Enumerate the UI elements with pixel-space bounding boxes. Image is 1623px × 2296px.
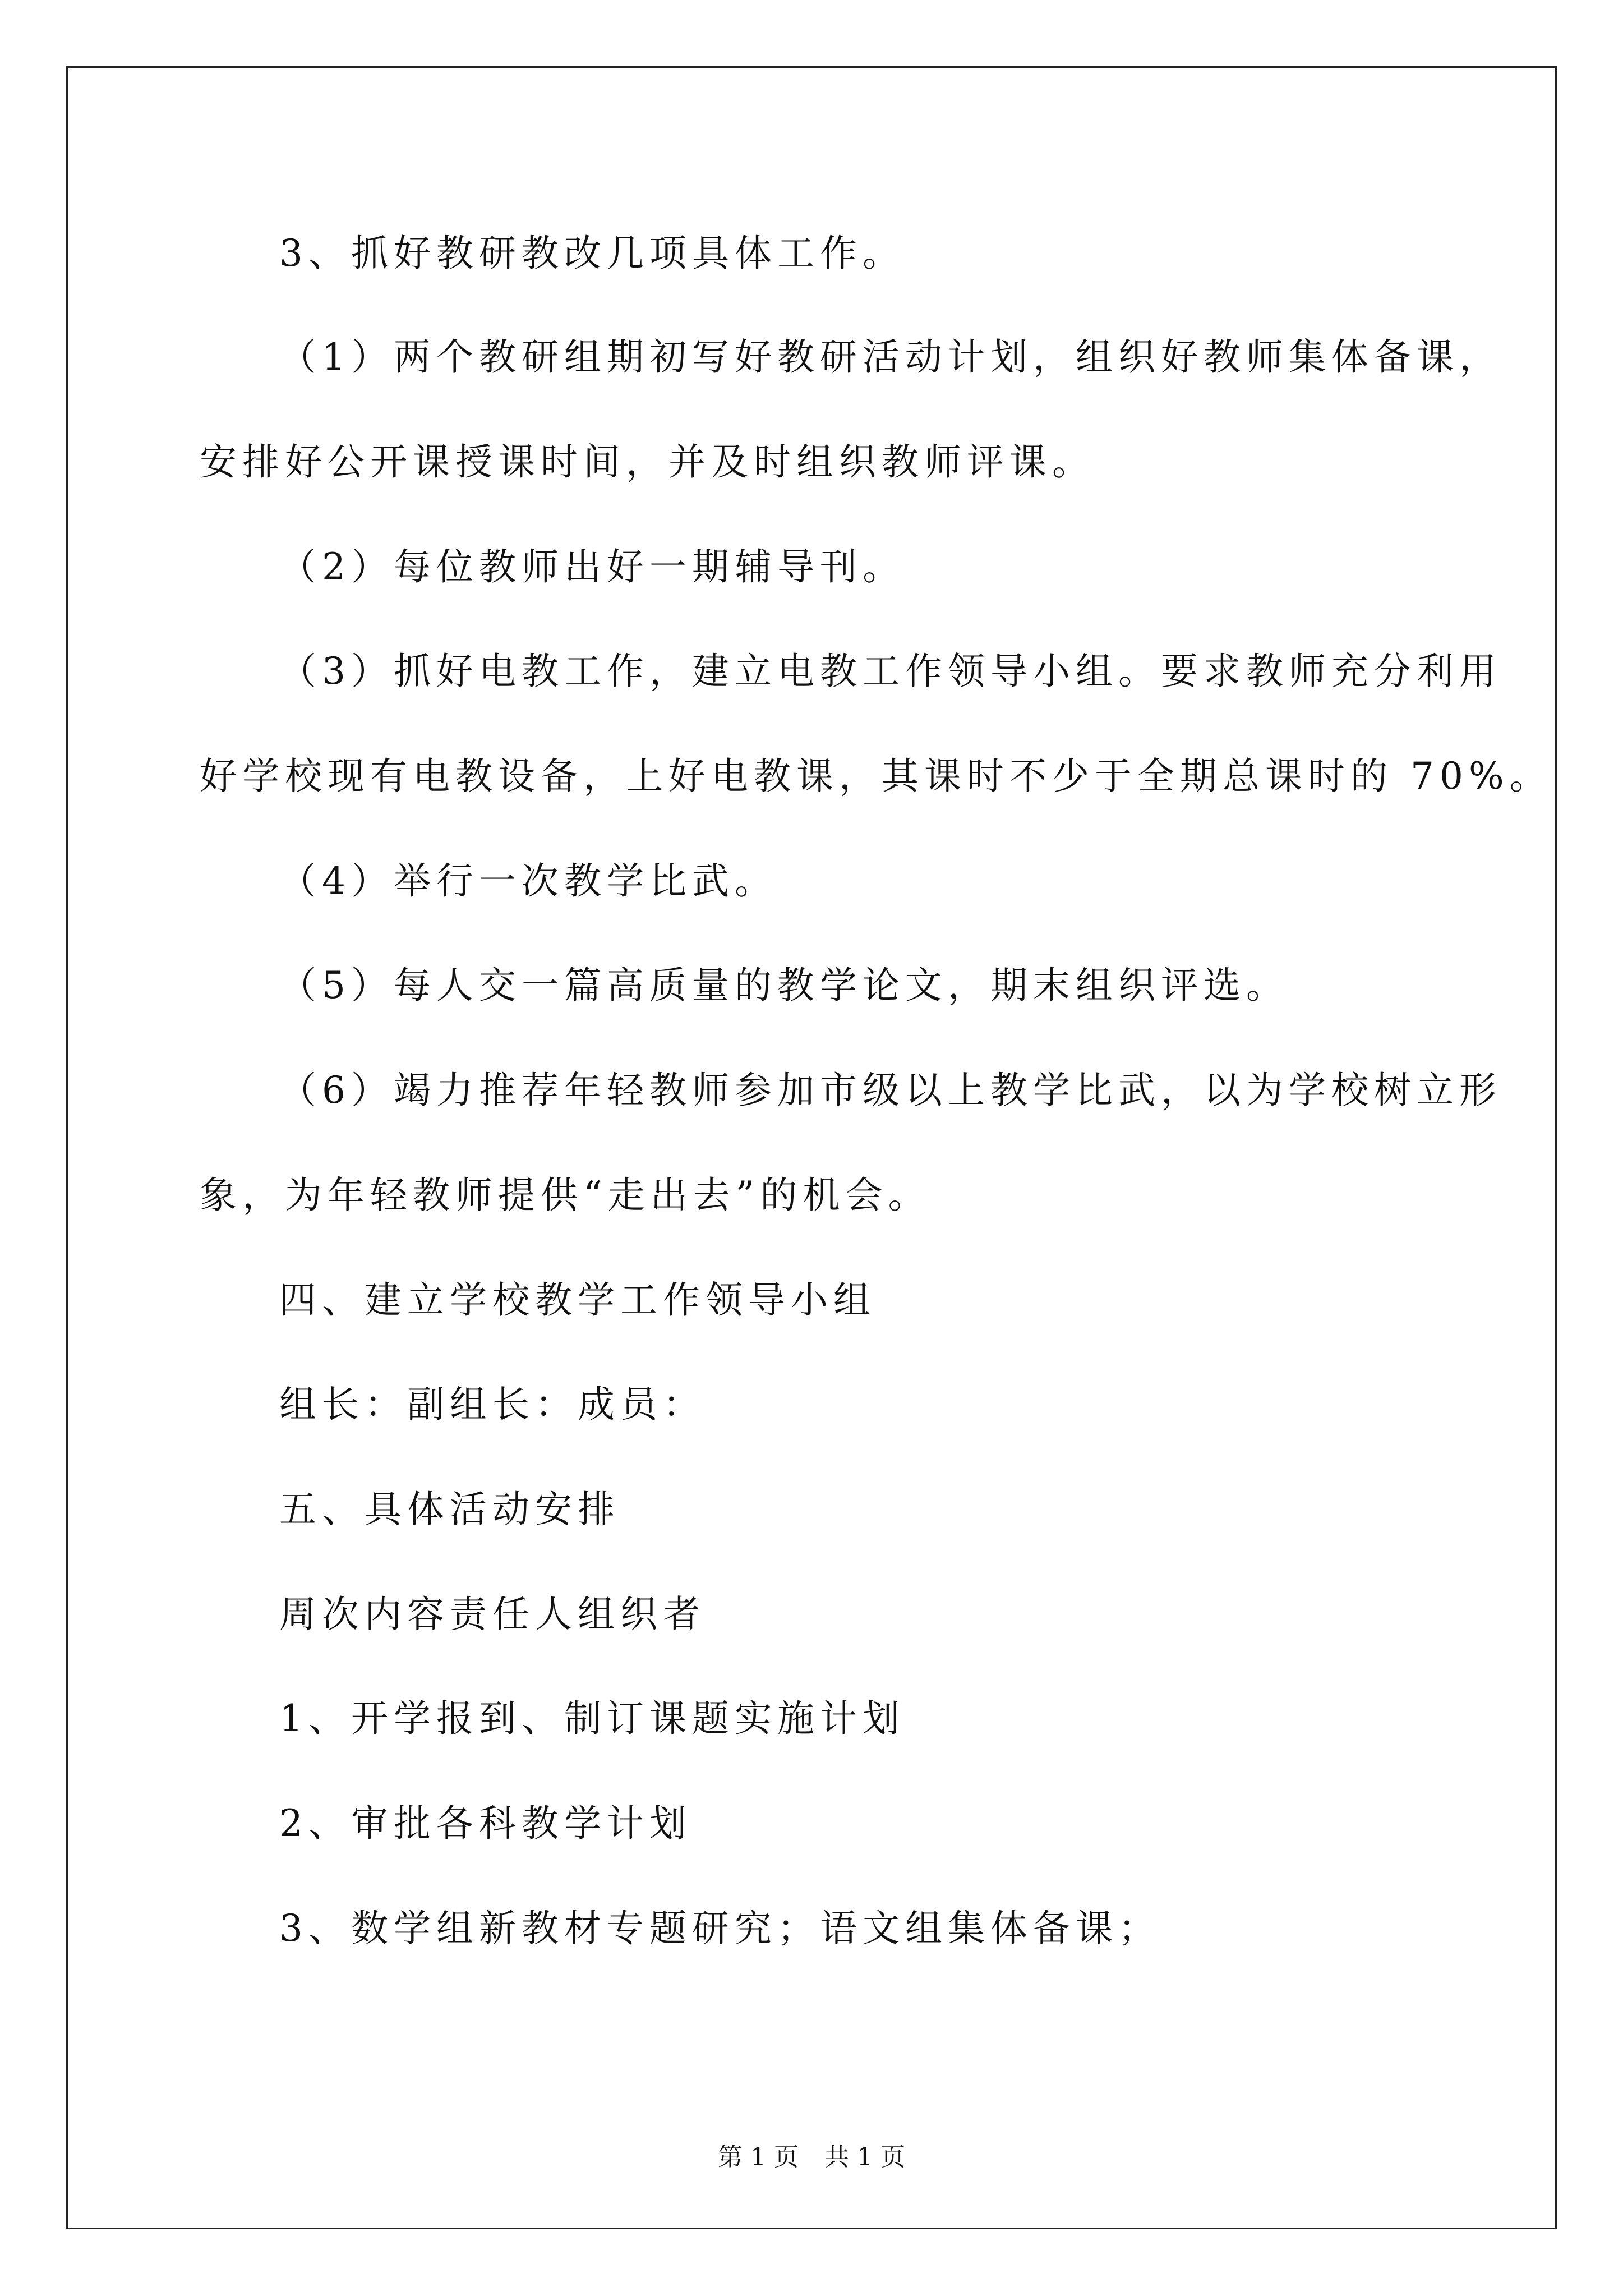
page-footer [0, 2142, 1623, 2173]
page-number: 第 1 页 [718, 2143, 799, 2171]
paragraph-line: （3）抓好电教工作，建立电教工作领导小组。要求教师充分利用 [279, 650, 1502, 693]
section-heading: 五、具体活动安排 [279, 1488, 620, 1531]
page-total: 共 1 页 [824, 2143, 905, 2171]
paragraph-line: 组长：副组长：成员： [279, 1383, 706, 1426]
paragraph-line: 3、抓好教研教改几项具体工作。 [279, 232, 905, 275]
paragraph-line: （2）每位教师出好一期辅导刊。 [279, 545, 905, 588]
section-heading: 四、建立学校教学工作领导小组 [279, 1278, 876, 1322]
list-item: 2、审批各科教学计划 [279, 1802, 692, 1845]
paragraph-line: （5）每人交一篇高质量的教学论文，期末组织评选。 [279, 964, 1289, 1007]
paragraph-line: （1）两个教研组期初写好教研活动计划，组织好教师集体备课， [279, 335, 1502, 379]
paragraph-line: （4）举行一次教学比武。 [279, 859, 777, 903]
paragraph-line: 安排好公开课授课时间，并及时组织教师评课。 [200, 440, 1095, 484]
paragraph-line: 周次内容责任人组织者 [279, 1593, 706, 1636]
paragraph-line: 好学校现有电教设备，上好电教课，其课时不少于全期总课时的 70%。 [200, 754, 1552, 798]
paragraph-line: 象，为年轻教师提供“走出去”的机会。 [200, 1174, 931, 1217]
list-item: 3、数学组新教材专题研究；语文组集体备课； [279, 1907, 1161, 1950]
paragraph-line: （6）竭力推荐年轻教师参加市级以上教学比武，以为学校树立形 [279, 1069, 1502, 1112]
list-item: 1、开学报到、制订课题实施计划 [279, 1697, 905, 1740]
